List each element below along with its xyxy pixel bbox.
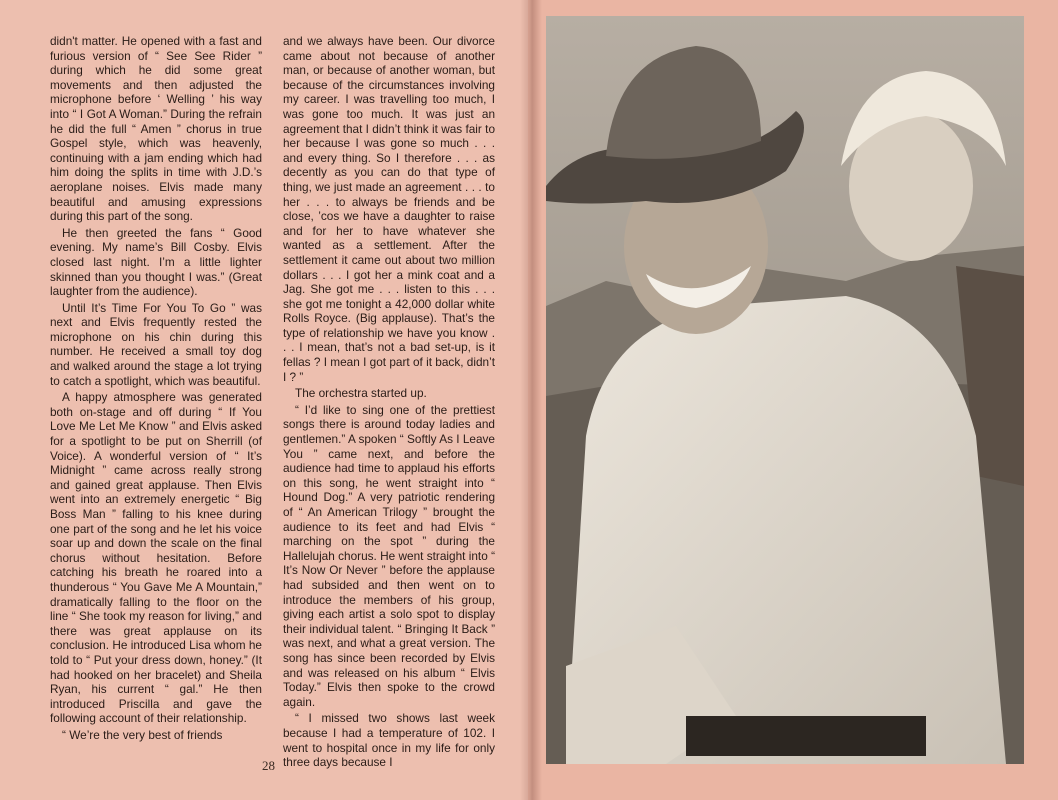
left-page [0, 0, 528, 800]
page-gutter [520, 0, 542, 800]
paragraph: Until It’s Time For You To Go ” was next and Elvis frequently rested the microphone on his chin during this number. He received a small toy dog and walked around the stage a lot trying to catch a spotlight, which was beautiful. [50, 300, 262, 388]
belt [686, 716, 926, 756]
paragraph: “ I missed two shows last week because I had a temperature of 102. I went to hospital once in my life for only three days because I [283, 711, 495, 770]
page-number: 28 [262, 758, 275, 773]
paragraph: didn't matter. He opened with a fast and furious version of “ See See Rider ” during which he did some great movements and then adjusted the microphone before ‘ Welling ’ his way into “ I Got A Woman.” During the refrain he did the full “ Amen ” chorus in true Gospel style, which was heavenly, continuing with a jam ending which had him doing the splits in time with J.D.’s aeroplane noises. Elvis made many beautiful and amusing expressions during this part of the song. [50, 34, 262, 224]
paragraph: A happy atmosphere was generated both on-stage and off during “ If You Love Me Let Me Know ” and Elvis asked for a spotlight to be put on Sherrill (of Voice). A wonderful version of “ It’s Midnight ” came across really strong and gained great applause. Then Elvis went into an extremely energetic “ Big Boss Man ” falling to his knee during one part of the song and he let his voice soar up and down the scale on the final chorus without hesitation. Before catching his breath he roared into a thunderous “ You Gave Me A Mountain,” dramatically falling to the floor on the line “ She took my reason for living,” and there was great applause on its conclusion. He introduced Lisa whom he told to “ Put your dress down, honey.” (It had hooked on her bracelet) and Sheila Ryan, his current “ gal.” He then introduced Priscilla and gave the following account of their relationship. [50, 390, 262, 726]
text-column-1 [50, 34, 262, 754]
paragraph: and we always have been. Our divorce came about not because of another man, or because of another woman, but because of the circumstances involving my career. I was travelling too much, I was gone too much. It was just an agreement that I didn’t think it was fair to her because I was gone so much . . . and every thing. So I therefore . . . as decently as you can do that type of thing, we just made an agreement . . . to her . . . to always be friends and be close, ’cos we have a daughter to raise and for her to have whatever she wanted as a settlement. After the settlement it came out about two million dollars . . . I got her a mink coat and a Jag. She got me . . . listen to this . . . she got me tonight a 42,000 dollar white Rolls Royce. (Big applause). That’s the type of relationship we have you know . . . I mean, that’s not a bad set-up, is it fellas ? I mean I got part of it back, didn’t I ? ” [283, 34, 495, 384]
text-column-2 [283, 34, 495, 770]
photo [546, 16, 1024, 764]
photo-illustration [546, 16, 1024, 764]
paragraph: “ We’re the very best of friends [62, 727, 223, 742]
paragraph: He then greeted the fans “ Good evening. My name’s Bill Cosby. Elvis closed last night. I’m a little lighter skinned than you thought I was.” (Great laughter from the audience). [50, 225, 262, 299]
paragraph: “ I’d like to sing one of the prettiest songs there is around today ladies and gentlemen.” A spoken “ Softly As I Leave You ” came next, and before the audience had time to applaud his efforts on this song, he went straight into “ Hound Dog.” A very patriotic rendering of “ An American Trilogy ” brought the audience to its feet and had Elvis “ marching on the spot ” during the Hallelujah chorus. He went straight into “ It’s Now Or Never ” before the applause had subsided and then went on to introduce the members of his group, giving each artist a solo spot to display their individual talent. “ Bringing It Back ” was next, and what a great version. The song has since been recorded by Elvis and was released on his album “ Elvis Today.” Elvis then spoke to the crowd again. [283, 402, 495, 709]
paragraph: The orchestra started up. [295, 386, 427, 401]
